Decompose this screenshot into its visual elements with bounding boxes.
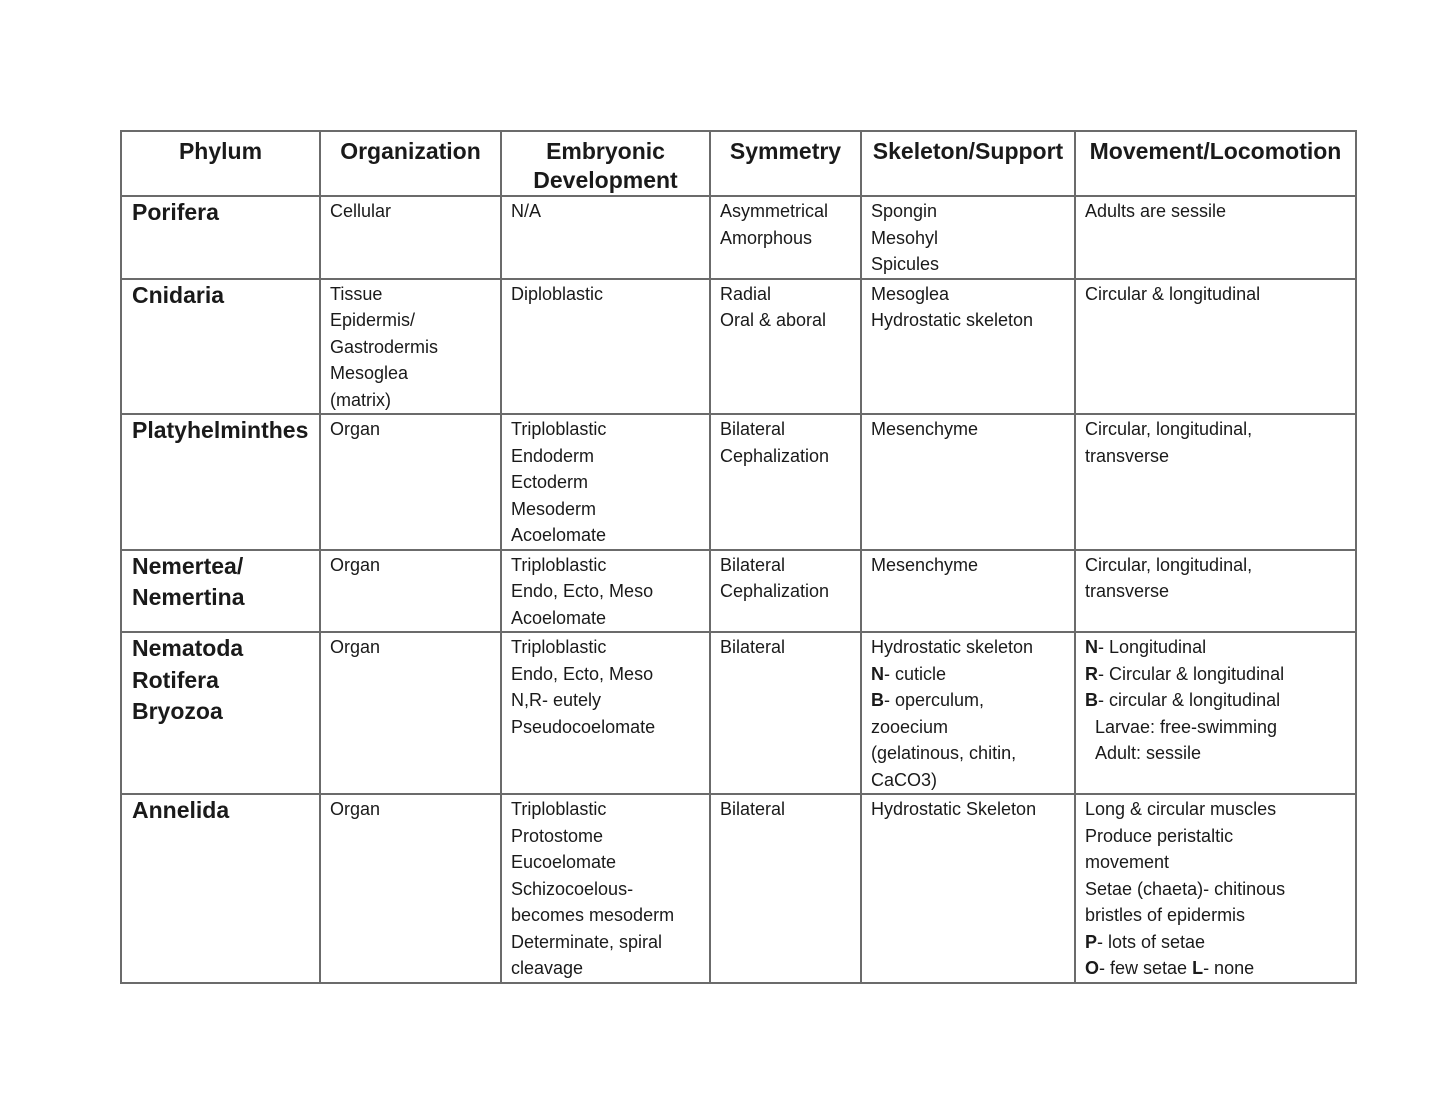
cell-line: Acoelomate (511, 525, 607, 545)
table-row (121, 632, 1356, 794)
cell-line: Schizocoelous- (511, 878, 634, 899)
cell-line: Nematoda (132, 635, 244, 661)
cell-movement-locomotion (1075, 550, 1356, 633)
table-row (121, 279, 1356, 415)
cell-embryonic-development (501, 196, 710, 279)
line-text: - few setae (1099, 958, 1193, 978)
cell-line: N,R- eutely (511, 690, 602, 710)
cell-line: Mesoglea (330, 363, 409, 383)
cell-line (871, 740, 1066, 767)
header-embryonic-development: Embryonic Development (501, 131, 710, 196)
cell-line: Bilateral (720, 419, 786, 439)
cell-line: Organ (330, 799, 381, 819)
cell-phylum (121, 550, 320, 633)
cell-line: Bilateral (720, 554, 786, 575)
cell-line: Pseudocoelomate (511, 716, 656, 737)
bold-label: B (1085, 690, 1098, 710)
line-text: CaCO3) (871, 769, 938, 790)
cell-phylum (121, 794, 320, 983)
cell-line: Gastrodermis (330, 336, 439, 357)
cell-line (871, 714, 1066, 741)
line-text: zooecium (871, 716, 949, 737)
cell-skeleton-support (861, 794, 1075, 983)
line-text: - none (1203, 958, 1255, 978)
cell-line: Radial (720, 283, 772, 304)
cell-embryonic-development (501, 414, 710, 550)
cell-organization (320, 279, 501, 415)
cell-movement-locomotion (1075, 196, 1356, 279)
cell-line (1085, 823, 1347, 850)
cell-skeleton-support (861, 414, 1075, 550)
bold-label: N (1085, 637, 1098, 657)
line-text: bristles of epidermis (1085, 905, 1246, 925)
cell-line: Organ (330, 419, 381, 439)
cell-line: becomes mesoderm (511, 905, 675, 925)
cell-symmetry (710, 632, 861, 794)
cell-skeleton-support (861, 196, 1075, 279)
line-text: Larvae: free-swimming (1095, 716, 1278, 737)
cell-line: cleavage (511, 958, 584, 978)
cell-line: Spicules (871, 254, 940, 274)
cell-line: Endoderm (511, 445, 595, 466)
line-text: - cuticle (884, 663, 947, 684)
cell-movement-locomotion (1075, 794, 1356, 983)
cell-line (871, 767, 1066, 794)
cell-line: (matrix) (330, 389, 391, 410)
cell-embryonic-development (501, 279, 710, 415)
cell-line: Cellular (330, 201, 392, 221)
cell-line: Endo, Ecto, Meso (511, 663, 654, 684)
cell-line: Bilateral (720, 637, 786, 657)
cell-line: Mesoglea (871, 283, 950, 304)
cell-skeleton-support (861, 632, 1075, 794)
cell-line: Tissue (330, 283, 383, 304)
cell-line: Amorphous (720, 227, 813, 248)
cell-line: Adults are sessile (1085, 201, 1227, 221)
cell-movement-locomotion (1075, 632, 1356, 794)
cell-line: Mesenchyme (871, 554, 979, 575)
cell-line (871, 687, 1066, 714)
cell-line (1085, 796, 1347, 823)
cell-line: Triploblastic (511, 554, 607, 575)
cell-line: Cephalization (720, 581, 830, 601)
bold-label: L (1192, 958, 1204, 978)
cell-line: Mesenchyme (871, 419, 979, 439)
line-text: - lots of setae (1097, 931, 1206, 952)
cell-line: Triploblastic (511, 637, 607, 657)
bold-label: O (1085, 958, 1100, 978)
bold-label: B (871, 690, 884, 710)
cell-line (1085, 634, 1347, 661)
cell-line (1085, 902, 1347, 929)
cell-skeleton-support (861, 550, 1075, 633)
cell-line: Diploblastic (511, 283, 604, 304)
cell-line: Platyhelminthes (132, 417, 309, 443)
cell-line: Nemertea/ (132, 552, 244, 579)
cell-line: Hydrostatic Skeleton (871, 799, 1037, 819)
cell-line: Mesohyl (871, 227, 939, 248)
cell-organization (320, 794, 501, 983)
line-text: - Longitudinal (1098, 637, 1207, 657)
cell-line: Organ (330, 554, 381, 575)
cell-embryonic-development (501, 632, 710, 794)
cell-line: Bryozoa (132, 698, 223, 724)
line-text: - operculum, (884, 690, 985, 710)
line-text: - circular & longitudinal (1098, 690, 1281, 710)
line-text: (gelatinous, chitin, (871, 743, 1017, 763)
cell-line: Annelida (132, 797, 230, 823)
line-text: Produce peristaltic (1085, 825, 1234, 846)
header-skeleton-support: Skeleton/Support (861, 131, 1075, 196)
line-text: Adult: sessile (1095, 743, 1202, 763)
cell-line: Porifera (132, 199, 219, 225)
cell-line: Bilateral (720, 799, 786, 819)
cell-line (1085, 929, 1347, 956)
cell-line: Ectoderm (511, 472, 589, 492)
line-text: Hydrostatic skeleton (871, 637, 1034, 657)
cell-symmetry (710, 414, 861, 550)
header-symmetry: Symmetry (710, 131, 861, 196)
cell-line: Rotifera (132, 666, 219, 693)
cell-line: Organ (330, 637, 381, 657)
cell-phylum (121, 632, 320, 794)
cell-line: Triploblastic (511, 799, 607, 819)
cell-movement-locomotion (1075, 279, 1356, 415)
cell-line: Protostome (511, 825, 604, 846)
cell-line (1085, 740, 1347, 767)
cell-line: Epidermis/ (330, 310, 416, 330)
line-text: Setae (chaeta)- chitinous (1085, 878, 1286, 899)
cell-embryonic-development (501, 794, 710, 983)
table-header-row (121, 131, 1356, 196)
header-movement-locomotion: Movement/Locomotion (1075, 131, 1356, 196)
cell-line: N/A (511, 201, 542, 221)
cell-phylum (121, 196, 320, 279)
cell-line (1085, 876, 1347, 903)
cell-line (1085, 955, 1347, 982)
cell-organization (320, 632, 501, 794)
cell-line: transverse (1085, 581, 1170, 601)
table-body (121, 196, 1356, 983)
cell-line (1085, 849, 1347, 876)
bold-label: R (1085, 663, 1098, 684)
phyla-comparison-table (120, 130, 1357, 984)
cell-embryonic-development (501, 550, 710, 633)
cell-line (1085, 661, 1347, 688)
cell-line: Oral & aboral (720, 310, 827, 330)
bold-label: P (1085, 931, 1098, 952)
cell-line (871, 661, 1066, 688)
cell-symmetry (710, 550, 861, 633)
cell-line: Triploblastic (511, 419, 607, 439)
cell-line: Circular, longitudinal, (1085, 419, 1253, 439)
cell-organization (320, 414, 501, 550)
cell-line: Asymmetrical (720, 201, 829, 221)
header-phylum: Phylum (121, 131, 320, 196)
cell-organization (320, 550, 501, 633)
cell-line: transverse (1085, 445, 1170, 466)
cell-line: Eucoelomate (511, 852, 617, 872)
cell-organization (320, 196, 501, 279)
line-text: movement (1085, 852, 1170, 872)
cell-line: Cephalization (720, 445, 830, 466)
cell-line: Spongin (871, 201, 938, 221)
table-row (121, 414, 1356, 550)
cell-phylum (121, 279, 320, 415)
cell-line: Endo, Ecto, Meso (511, 581, 654, 601)
line-text: - Circular & longitudinal (1098, 663, 1285, 684)
cell-symmetry (710, 196, 861, 279)
cell-symmetry (710, 794, 861, 983)
cell-line: Circular & longitudinal (1085, 283, 1261, 304)
cell-line: Determinate, spiral (511, 931, 663, 952)
cell-line (1085, 687, 1347, 714)
table-row (121, 196, 1356, 279)
cell-symmetry (710, 279, 861, 415)
cell-line: Mesoderm (511, 498, 597, 519)
cell-line: Hydrostatic skeleton (871, 310, 1034, 330)
line-text: Long & circular muscles (1085, 799, 1277, 819)
cell-line: Acoelomate (511, 607, 607, 628)
table-row (121, 550, 1356, 633)
bold-label: N (871, 663, 884, 684)
table-row (121, 794, 1356, 983)
header-organization: Organization (320, 131, 501, 196)
cell-skeleton-support (861, 279, 1075, 415)
cell-phylum (121, 414, 320, 550)
cell-line (1085, 714, 1347, 741)
cell-movement-locomotion (1075, 414, 1356, 550)
cell-line (871, 634, 1066, 661)
cell-line: Circular, longitudinal, (1085, 554, 1253, 575)
cell-line: Nemertina (132, 584, 245, 610)
cell-line: Cnidaria (132, 281, 225, 308)
